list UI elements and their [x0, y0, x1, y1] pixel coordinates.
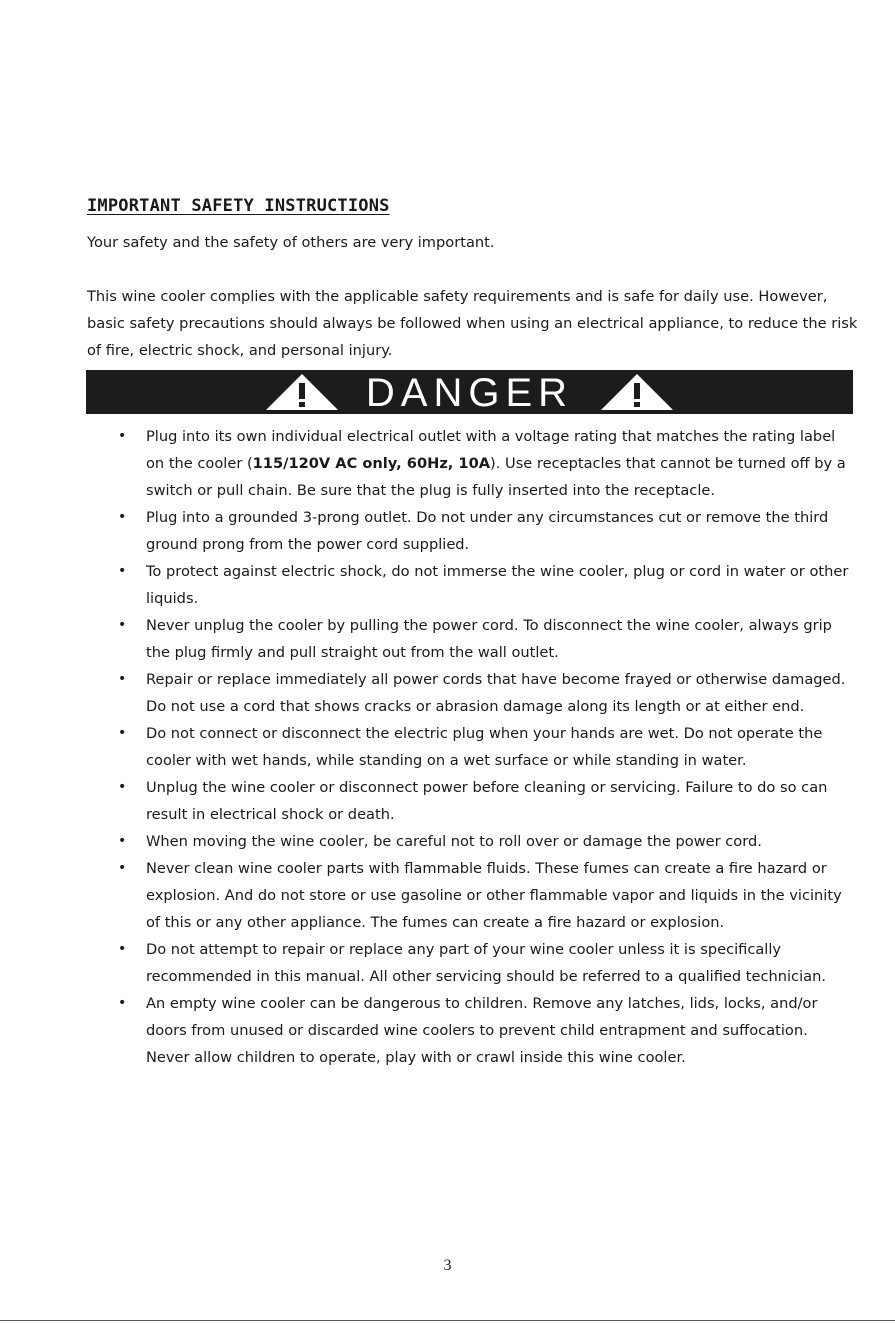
list-item: [118, 828, 854, 855]
list-item-text: An empty wine cooler can be dangerous to children. Remove any latches, lids, locks, and/or doors from unused or discarded wine coolers to prevent child entrapment and suffocation. Never allow children to operate, play with or crawl inside this wine cooler.: [146, 995, 818, 1066]
bullet-dot: •: [118, 779, 127, 795]
list-item-text: Do not attempt to repair or replace any part of your wine cooler unless it is specifically recommended in this manual. All other servicing should be referred to a qualified technician.: [146, 941, 826, 985]
bullet-dot: •: [118, 725, 127, 741]
safety-instruction-list: [0, 423, 895, 1071]
list-item-text: Plug into a grounded 3-prong outlet. Do not under any circumstances cut or remove the third ground prong from the power cord supplied.: [146, 509, 829, 553]
list-item-text: Repair or replace immediately all power cords that have become frayed or otherwise damaged. Do not use a cord that shows cracks or abrasion damage along its length or at either end.: [146, 671, 846, 715]
bullet-dot: •: [118, 860, 127, 876]
list-item-text: When moving the wine cooler, be careful not to roll over or damage the power cord.: [146, 833, 762, 850]
bullet-dot: •: [118, 833, 127, 849]
page-number: 3: [443, 1257, 452, 1274]
list-item: [118, 855, 854, 936]
list-item: [118, 720, 854, 774]
list-item: [118, 558, 854, 612]
list-item: [118, 936, 854, 990]
bullet-dot: •: [118, 509, 127, 525]
compliance-paragraph: This wine cooler complies with the applicable safety requirements and is safe for daily use. However, basic safety precautions should always be followed when using an electrical appliance, to reduce the risk of fire, electric shock, and personal injury.: [87, 288, 858, 359]
list-item: [118, 504, 854, 558]
warning-triangle-icon: [264, 372, 340, 412]
warning-triangle-icon: [599, 372, 675, 412]
bullet-dot: •: [118, 995, 127, 1011]
danger-label: DANGER: [365, 371, 574, 415]
page-bottom-rule: [0, 1320, 895, 1321]
list-item-text: Unplug the wine cooler or disconnect power before cleaning or servicing. Failure to do so can result in electrical shock or death.: [146, 779, 828, 823]
list-item: [118, 666, 854, 720]
bullet-dot: •: [118, 617, 127, 633]
list-item-text: Never unplug the cooler by pulling the power cord. To disconnect the wine cooler, always grip the plug firmly and pull straight out from the wall outlet.: [146, 617, 832, 661]
list-item-text: Never clean wine cooler parts with flammable fluids. These fumes can create a fire hazard or explosion. And do not store or use gasoline or other flammable vapor and liquids in the vicinity of this or any other appliance. The fumes can create a fire hazard or explosion.: [146, 860, 842, 931]
list-item: [118, 612, 854, 666]
list-item: [118, 990, 854, 1071]
list-item-text: Plug into its own individual electrical outlet with a voltage rating that matches the rating label on the cooler (: [146, 428, 836, 472]
bullet-dot: •: [118, 563, 127, 579]
list-item-text: Do not connect or disconnect the electric plug when your hands are wet. Do not operate the cooler with wet hands, while standing on a wet surface or while standing in water.: [146, 725, 823, 769]
intro-paragraph: Your safety and the safety of others are very important.: [87, 234, 495, 251]
list-item: [118, 423, 854, 504]
list-item-text: To protect against electric shock, do not immerse the wine cooler, plug or cord in water or other liquids.: [146, 563, 849, 607]
section-heading: IMPORTANT SAFETY INSTRUCTIONS: [87, 196, 390, 216]
bullet-dot: •: [118, 428, 127, 444]
voltage-rating: 115/120V AC only, 60Hz, 10A: [252, 455, 491, 472]
bullet-dot: •: [118, 671, 127, 687]
list-item-text: ). Use receptacles that cannot be turned off by a switch or pull chain. Be sure that the plug is fully inserted into the receptacle.: [146, 455, 846, 499]
danger-banner: [86, 370, 853, 414]
bullet-dot: •: [118, 941, 127, 957]
list-item: [118, 774, 854, 828]
